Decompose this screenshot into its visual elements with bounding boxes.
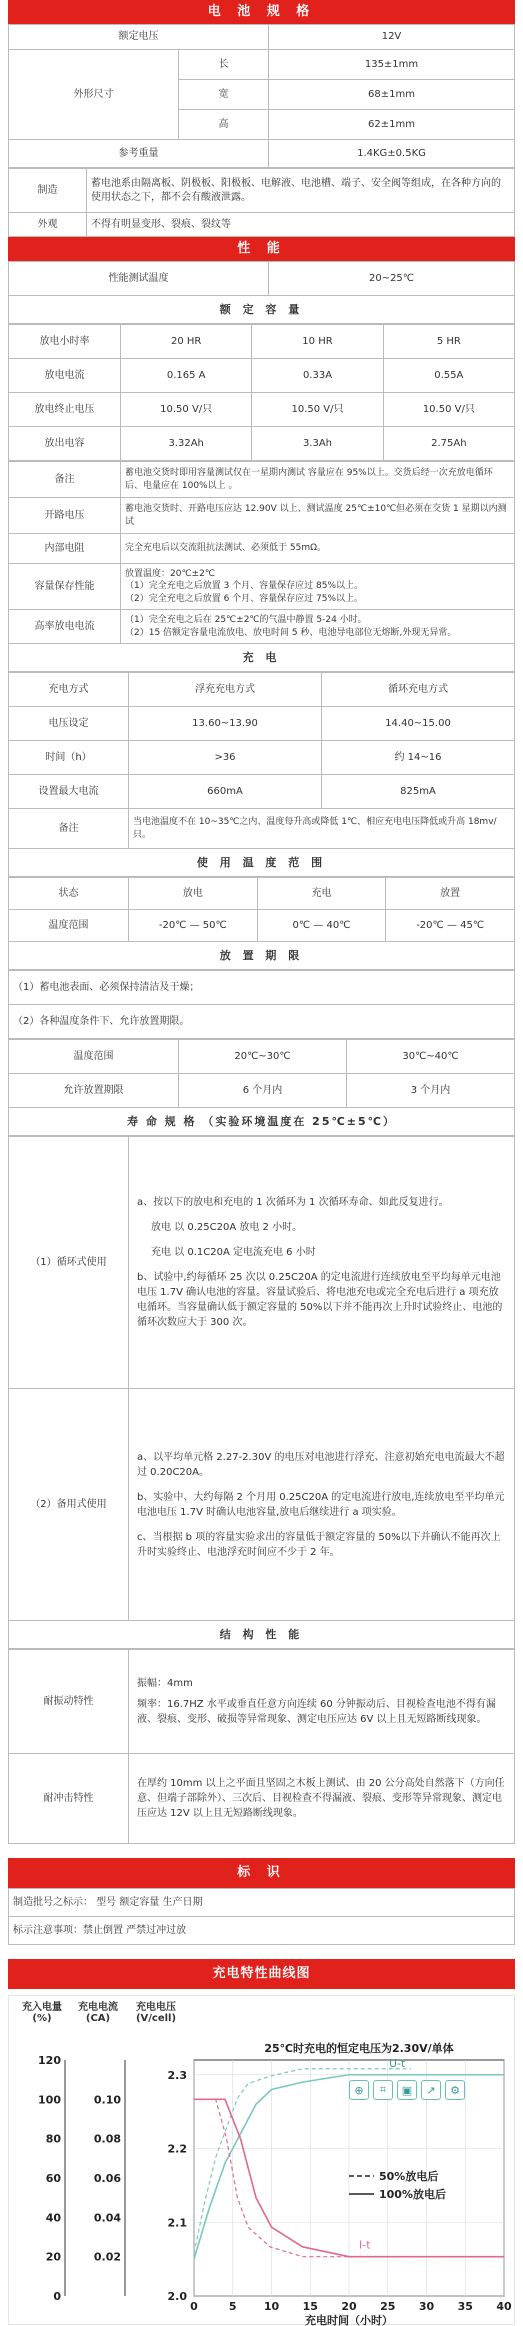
spec-title: 电 池 规 格 xyxy=(8,0,515,24)
voltage-tick-label: 2.1 xyxy=(167,2216,187,2230)
x-tick-label: 15 xyxy=(302,2300,318,2313)
cell: 2.75Ah xyxy=(383,427,514,461)
current-tick-label: 0.06 xyxy=(93,2172,121,2185)
struct-title: 结 构 性 能 xyxy=(8,1621,515,1649)
retention-line: （2）完全充电之后放置 6 个月、容量保存应过 75%以上。 xyxy=(125,593,364,604)
voltage-tick-label: 2.0 xyxy=(167,2290,187,2303)
x-tick-label: 20 xyxy=(341,2300,357,2313)
cycle-p4: b、试验中,约每循环 25 次以 0.25C20A 的定电流进行连续放电至平均每单元电池电压 1.7V 确认电池的容量。容量试验后、将电池充电或完全充电后进行 a 项充放电循环。当容量确认低于额定容量的 50%以下并不能再次上升时试验终止、电池的循环次数应大于 300 次。 xyxy=(137,1272,503,1328)
capacity-tick-label: 120 xyxy=(38,2054,61,2067)
mfg-label: 制造 xyxy=(9,169,87,213)
cell: 循环充电方式 xyxy=(322,673,515,707)
weight-value: 1.4KG±0.5KG xyxy=(269,140,515,168)
cell: -20℃ — 50℃ xyxy=(129,910,258,942)
cell: 825mA xyxy=(322,775,515,809)
mark-line-1: 制造批号之标示： 型号 额定容量 生产日期 xyxy=(9,1889,515,1917)
axis-label-capacity: 充入电量(%) xyxy=(22,2002,62,2024)
row-label: 状态 xyxy=(9,878,129,910)
shock-p1: 在厚约 10mm 以上之平面且坚固之木板上测试、由 20 公分高处自然落下（方向任意、但端子部除外）、三次后、目视检查不得漏液、裂痕、变形等异常现象、测定电压应达 12V 以上且无短路断线现象。 xyxy=(129,1754,515,1844)
dim-value: 68±1mm xyxy=(269,80,515,110)
ocv-label: 开路电压 xyxy=(9,498,121,534)
x-tick-label: 5 xyxy=(228,2300,237,2313)
use-temp-table xyxy=(8,877,515,942)
dim-key: 长 xyxy=(179,50,269,80)
cell: 20 HR xyxy=(121,325,252,359)
cell: 30℃~40℃ xyxy=(347,1040,515,1074)
ir-label: 内部电阻 xyxy=(9,534,121,564)
cell: 660mA xyxy=(129,775,322,809)
ocv-value: 蓄电池交货时、开路电压应达 12.90V 以上、测试温度 25℃±10℃但必须在交货 1 星期以内测试 xyxy=(121,498,515,534)
cycle-p1: a、按以下的放电和充电的 1 次循环为 1 次循环寿命、如此反复进行。 xyxy=(137,1197,449,1208)
row-label: 放电电流 xyxy=(9,359,121,393)
cell: 浮充充电方式 xyxy=(129,673,322,707)
cell: 10.50 V/只 xyxy=(121,393,252,427)
high-rate-label: 高率放电电流 xyxy=(9,610,121,644)
x-tick-label: 25 xyxy=(380,2300,396,2313)
axis-label-current: 充电电流(CA) xyxy=(78,2002,118,2024)
row-label: 时间（h） xyxy=(9,741,129,775)
row-label: 放电小时率 xyxy=(9,325,121,359)
x-axis-label: 充电时间（小时） xyxy=(305,2314,393,2326)
row-label: 允许放置期限 xyxy=(9,1074,179,1108)
test-temp-label: 性能测试温度 xyxy=(9,262,269,296)
rated-voltage-value: 12V xyxy=(269,25,515,50)
x-tick-label: 30 xyxy=(418,2300,435,2313)
dim-key: 高 xyxy=(179,110,269,140)
row-label: 温度范围 xyxy=(9,910,129,942)
row-label: 备注 xyxy=(9,809,129,849)
perf-title: 性 能 xyxy=(8,237,515,261)
mark-title: 标 识 xyxy=(8,1858,515,1888)
cell: 10 HR xyxy=(252,325,383,359)
chart-title: 25℃时充电的恒定电压为2.30V/单体 xyxy=(264,2042,454,2055)
voltage-tick-label: 2.3 xyxy=(167,2068,187,2082)
x-tick-label: 40 xyxy=(496,2300,512,2313)
cell: 3.3Ah xyxy=(252,427,383,461)
weight-label: 参考重量 xyxy=(9,140,269,168)
capacity-tick-label: 40 xyxy=(45,2211,61,2225)
cell: 0.55A xyxy=(383,359,514,393)
retention-line: （1）完全充电之后放置 3 个月、容量保存应过 85%以上。 xyxy=(125,581,364,592)
test-temp-value: 20~25℃ xyxy=(269,262,515,296)
capacity-tick-label: 60 xyxy=(45,2172,61,2185)
axis-label-voltage: 充电电压(V/cell) xyxy=(135,2002,177,2024)
standby-p1: a、以平均单元格 2.27-2.30V 的电压对电池进行浮充、注意初始充电电流最大不超过 0.20C20A。 xyxy=(137,1451,505,1478)
storage-table xyxy=(8,1039,515,1108)
cycle-p3: 充电 以 0.1C20A 定电流充电 6 小时 xyxy=(151,1247,316,1258)
crop-icon[interactable]: ⌗ xyxy=(373,2080,393,2100)
spec-table xyxy=(8,24,515,168)
share-icon[interactable]: ↗ xyxy=(421,2080,441,2100)
charge-title: 充 电 xyxy=(8,644,515,672)
row-label: 电压设定 xyxy=(9,707,129,741)
high-rate-line: （1）完全充电之后在 25℃±2℃的气温中静置 5-24 小时。 xyxy=(125,615,367,626)
cell: 约 14~16 xyxy=(322,741,515,775)
legend-label-100: 100%放电后 xyxy=(379,2188,446,2201)
capacity-tick-label: 0 xyxy=(53,2290,61,2303)
high-rate-line: （2）15 倍额定容量电流放电、放电时间 5 秒、电池导电部位无熔断,外现无异常。 xyxy=(125,627,457,638)
cell: >36 xyxy=(129,741,322,775)
storage-line: （2）各种温度条件下、允许放置期限。 xyxy=(9,1005,515,1039)
cell: 14.40~15.00 xyxy=(322,707,515,741)
charge-chart xyxy=(8,1995,515,2325)
x-tick-label: 35 xyxy=(457,2300,473,2313)
retention-label: 容量保存性能 xyxy=(9,564,121,610)
current-tick-label: 0.02 xyxy=(93,2250,121,2264)
row-label: 放出电容 xyxy=(9,427,121,461)
shock-label: 耐冲击特性 xyxy=(9,1754,129,1844)
image-toolbar xyxy=(349,2080,465,2100)
zoom-icon[interactable]: ⊕ xyxy=(349,2080,369,2100)
cell: 6 个月内 xyxy=(179,1074,347,1108)
x-tick-label: 0 xyxy=(190,2300,198,2313)
cell: 3 个月内 xyxy=(347,1074,515,1108)
curve-label-ut: U-t xyxy=(389,2056,406,2070)
cell: 0.165 A xyxy=(121,359,252,393)
cell: 13.60~13.90 xyxy=(129,707,322,741)
cell: 0℃ — 40℃ xyxy=(257,910,386,942)
standby-p2: b、实验中、大约每隔 2 个月用 0.25C20A 的定电流进行放电,连续放电至平均单元电池电压 1.7V 时确认电池容量,放电后继续进行 a 项实验。 xyxy=(137,1491,505,1518)
standby-label: （2）备用式使用 xyxy=(9,1389,129,1621)
capacity-tick-label: 20 xyxy=(45,2250,61,2264)
row-label: 放电终止电压 xyxy=(9,393,121,427)
vib-p2: 频率：16.7HZ 水平或垂直任意方向连续 60 分钟振动后、目视检查电池不得有漏液、裂痕、变形、破损等异常现象、测定电压应达 6V 以上且无短路断线现象。 xyxy=(137,1699,496,1725)
settings-icon[interactable]: ⚙ xyxy=(445,2080,465,2100)
storage-title: 放 置 期 限 xyxy=(8,942,515,970)
chart-section-title: 充电特性曲线图 xyxy=(8,1959,515,1989)
cell: 放置 xyxy=(386,878,515,910)
cell: 放电 xyxy=(129,878,258,910)
row-label: 充电方式 xyxy=(9,673,129,707)
cycle-p2: 放电 以 0.25C20A 放电 2 小时。 xyxy=(151,1222,303,1233)
current-tick-label: 0.10 xyxy=(93,2093,121,2107)
voltage-tick-label: 2.2 xyxy=(167,2142,187,2156)
storage-line: （1）蓄电池表面、必须保持清洁及干燥； xyxy=(9,971,515,1005)
retention-line: 放置温度：20℃±2℃ xyxy=(125,569,215,580)
dim-value: 135±1mm xyxy=(269,50,515,80)
note-value: 蓄电池交货时即用容量测试仅在一星期内测试 容量应在 95%以上。交货后经一次充放电循环后、电量应在 100%以上 。 xyxy=(121,462,515,498)
use-temp-title: 使 用 温 度 范 围 xyxy=(8,849,515,877)
cell: 充电 xyxy=(257,878,386,910)
curve-label-it: I-t xyxy=(359,2238,371,2252)
current-tick-label: 0.04 xyxy=(93,2211,121,2225)
save-icon[interactable]: ▣ xyxy=(397,2080,417,2100)
row-label: 温度范围 xyxy=(9,1040,179,1074)
life-table xyxy=(8,1136,515,1621)
cell: 5 HR xyxy=(383,325,514,359)
look-value: 不得有明显变形、裂痕、裂纹等 xyxy=(87,213,515,237)
cell: 20℃~30℃ xyxy=(179,1040,347,1074)
cell: 0.33A xyxy=(252,359,383,393)
capacity-tick-label: 80 xyxy=(45,2132,61,2146)
x-tick-label: 10 xyxy=(263,2300,280,2313)
note-label: 备注 xyxy=(9,462,121,498)
row-label: 设置最大电流 xyxy=(9,775,129,809)
ir-value: 完全充电后以交流阻抗法测试、必须低于 55mΩ。 xyxy=(121,534,515,564)
dims-label: 外形尺寸 xyxy=(9,50,179,140)
legend-label-50: 50%放电后 xyxy=(379,2170,439,2183)
charge-note: 当电池温度不在 10~35℃之内、温度每升高或降低 1℃、相应充电电压降低或升高 18mv/只。 xyxy=(129,809,515,849)
cell: 10.50 V/只 xyxy=(252,393,383,427)
chart-plot xyxy=(9,1996,516,2326)
cell: -20℃ — 45℃ xyxy=(386,910,515,942)
dim-value: 62±1mm xyxy=(269,110,515,140)
cycle-label: （1）循环式使用 xyxy=(9,1137,129,1389)
capacity-tick-label: 100 xyxy=(38,2093,61,2107)
cell: 10.50 V/只 xyxy=(383,393,514,427)
mfg-value: 蓄电池系由隔离板、阴极板、阳极板、电解液、电池槽、端子、安全阀等组成，在各种方向的使用状态之下，都不会有酸液泄露。 xyxy=(87,169,515,213)
capacity-title: 额 定 容 量 xyxy=(8,296,515,324)
life-title: 寿 命 规 格 （实验环境温度在 25℃±5℃） xyxy=(8,1108,515,1136)
rated-voltage-label: 额定电压 xyxy=(9,25,269,50)
current-tick-label: 0.08 xyxy=(93,2132,121,2146)
capacity-table xyxy=(8,324,515,461)
look-label: 外观 xyxy=(9,213,87,237)
cell: 3.32Ah xyxy=(121,427,252,461)
vib-p1: 振幅：4mm xyxy=(137,1678,193,1689)
struct-table xyxy=(8,1649,515,1844)
charge-table xyxy=(8,672,515,849)
dim-key: 宽 xyxy=(179,80,269,110)
vib-label: 耐振动特性 xyxy=(9,1650,129,1754)
mark-line-2: 标示注意事项：禁止倒置 严禁过冲过放 xyxy=(9,1917,515,1945)
standby-p3: c、当根据 b 项的容量实验求出的容量低于额定容量的 50%以下并确认不能再次上升时实验终止、电池浮充时间应不少于 2 年。 xyxy=(137,1531,501,1558)
